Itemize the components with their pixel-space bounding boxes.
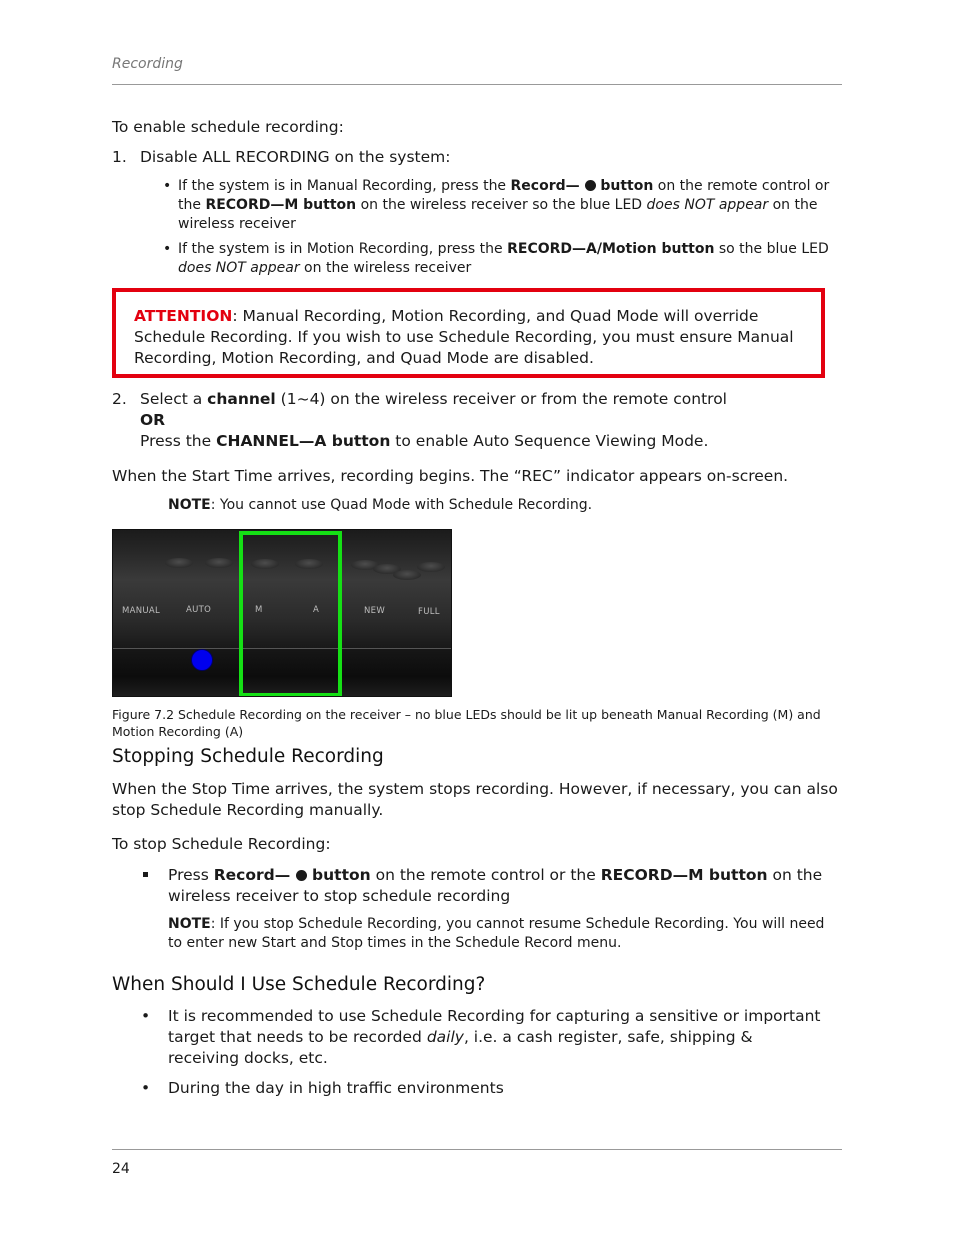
intro-text: To enable schedule recording:	[112, 118, 344, 136]
receiver-button	[165, 558, 193, 568]
receiver-button	[393, 570, 421, 580]
when-bullet-1: It is recommended to use Schedule Recording for capturing a sensitive or important target that needs to be recorded daily, i.e. a cash register, safe, shipping & receiving docks, etc.	[168, 1007, 821, 1067]
step1-text: Disable ALL RECORDING on the system:	[140, 148, 451, 166]
label-m: M	[255, 605, 263, 615]
note-quad-mode: NOTE: You cannot use Quad Mode with Schedule Recording.	[168, 497, 593, 513]
stopping-paragraph: When the Stop Time arrives, the system stops recording. However, if necessary, you can also stop Schedule Recording manually.	[112, 780, 838, 819]
step1-bullet-motion: If the system is in Motion Recording, press the RECORD—A/Motion button so the blue LED does NOT appear on the wireless receiver	[178, 241, 829, 276]
step1-bullet-manual: If the system is in Manual Recording, press the Record— button on the remote control or the RECORD—M button on the wireless receiver so the blue LED does NOT appear on the wireless receiver	[178, 178, 830, 232]
heading-stopping: Stopping Schedule Recording	[112, 746, 384, 767]
attention-box	[112, 288, 825, 378]
figure-caption: Figure 7.2 Schedule Recording on the receiver – no blue LEDs should be lit up beneath Manual Recording (M) and Motion Recording (A)	[112, 707, 821, 739]
record-dot-icon	[585, 180, 596, 191]
to-stop-text: To stop Schedule Recording:	[112, 835, 331, 853]
step2-alt-text: Press the CHANNEL—A button to enable Auto Sequence Viewing Mode.	[140, 432, 709, 450]
attention-text: ATTENTION: Manual Recording, Motion Recording, and Quad Mode will override Schedule Recording. If you wish to use Schedule Recording, you must ensure Manual Recording, Motion Recording, and Quad Mode are disabled.	[134, 307, 794, 367]
highlight-box	[239, 531, 342, 697]
when-bullet-2: During the day in high traffic environments	[168, 1079, 504, 1097]
label-manual: MANUAL	[122, 606, 161, 616]
label-full: FULL	[418, 607, 440, 617]
page-number: 24	[112, 1161, 130, 1177]
bullet-marker: •	[141, 1079, 151, 1097]
start-time-text: When the Start Time arrives, recording begins. The “REC” indicator appears on-screen.	[112, 467, 789, 485]
label-new: NEW	[364, 606, 386, 616]
receiver-photo	[112, 529, 452, 697]
stop-bullet: Press Record— button on the remote control or the RECORD—M button on the wireless receiver to stop schedule recording	[168, 866, 823, 905]
attention-label: ATTENTION	[134, 307, 233, 325]
receiver-button	[205, 558, 233, 568]
footer-rule	[112, 1149, 842, 1150]
step1-number: 1.	[112, 148, 127, 166]
label-auto: AUTO	[186, 605, 212, 615]
header-rule	[112, 84, 842, 85]
step2-text: Select a channel (1~4) on the wireless receiver or from the remote control	[140, 390, 727, 408]
heading-when: When Should I Use Schedule Recording?	[112, 974, 486, 995]
step2-or: OR	[140, 411, 166, 429]
label-a: A	[313, 605, 320, 615]
square-bullet	[143, 872, 148, 877]
bullet-marker: •	[141, 1007, 151, 1025]
bullet-marker: •	[163, 178, 172, 194]
step2-number: 2.	[112, 390, 127, 408]
blue-led-indicator	[191, 649, 213, 671]
bullet-marker: •	[163, 241, 172, 257]
receiver-button	[417, 562, 445, 572]
note-resume: NOTE: If you stop Schedule Recording, you cannot resume Schedule Recording. You will need to enter new Start and Stop times in the Schedule Record menu.	[168, 916, 825, 951]
record-dot-icon	[296, 870, 307, 881]
running-header: Recording	[112, 56, 183, 72]
